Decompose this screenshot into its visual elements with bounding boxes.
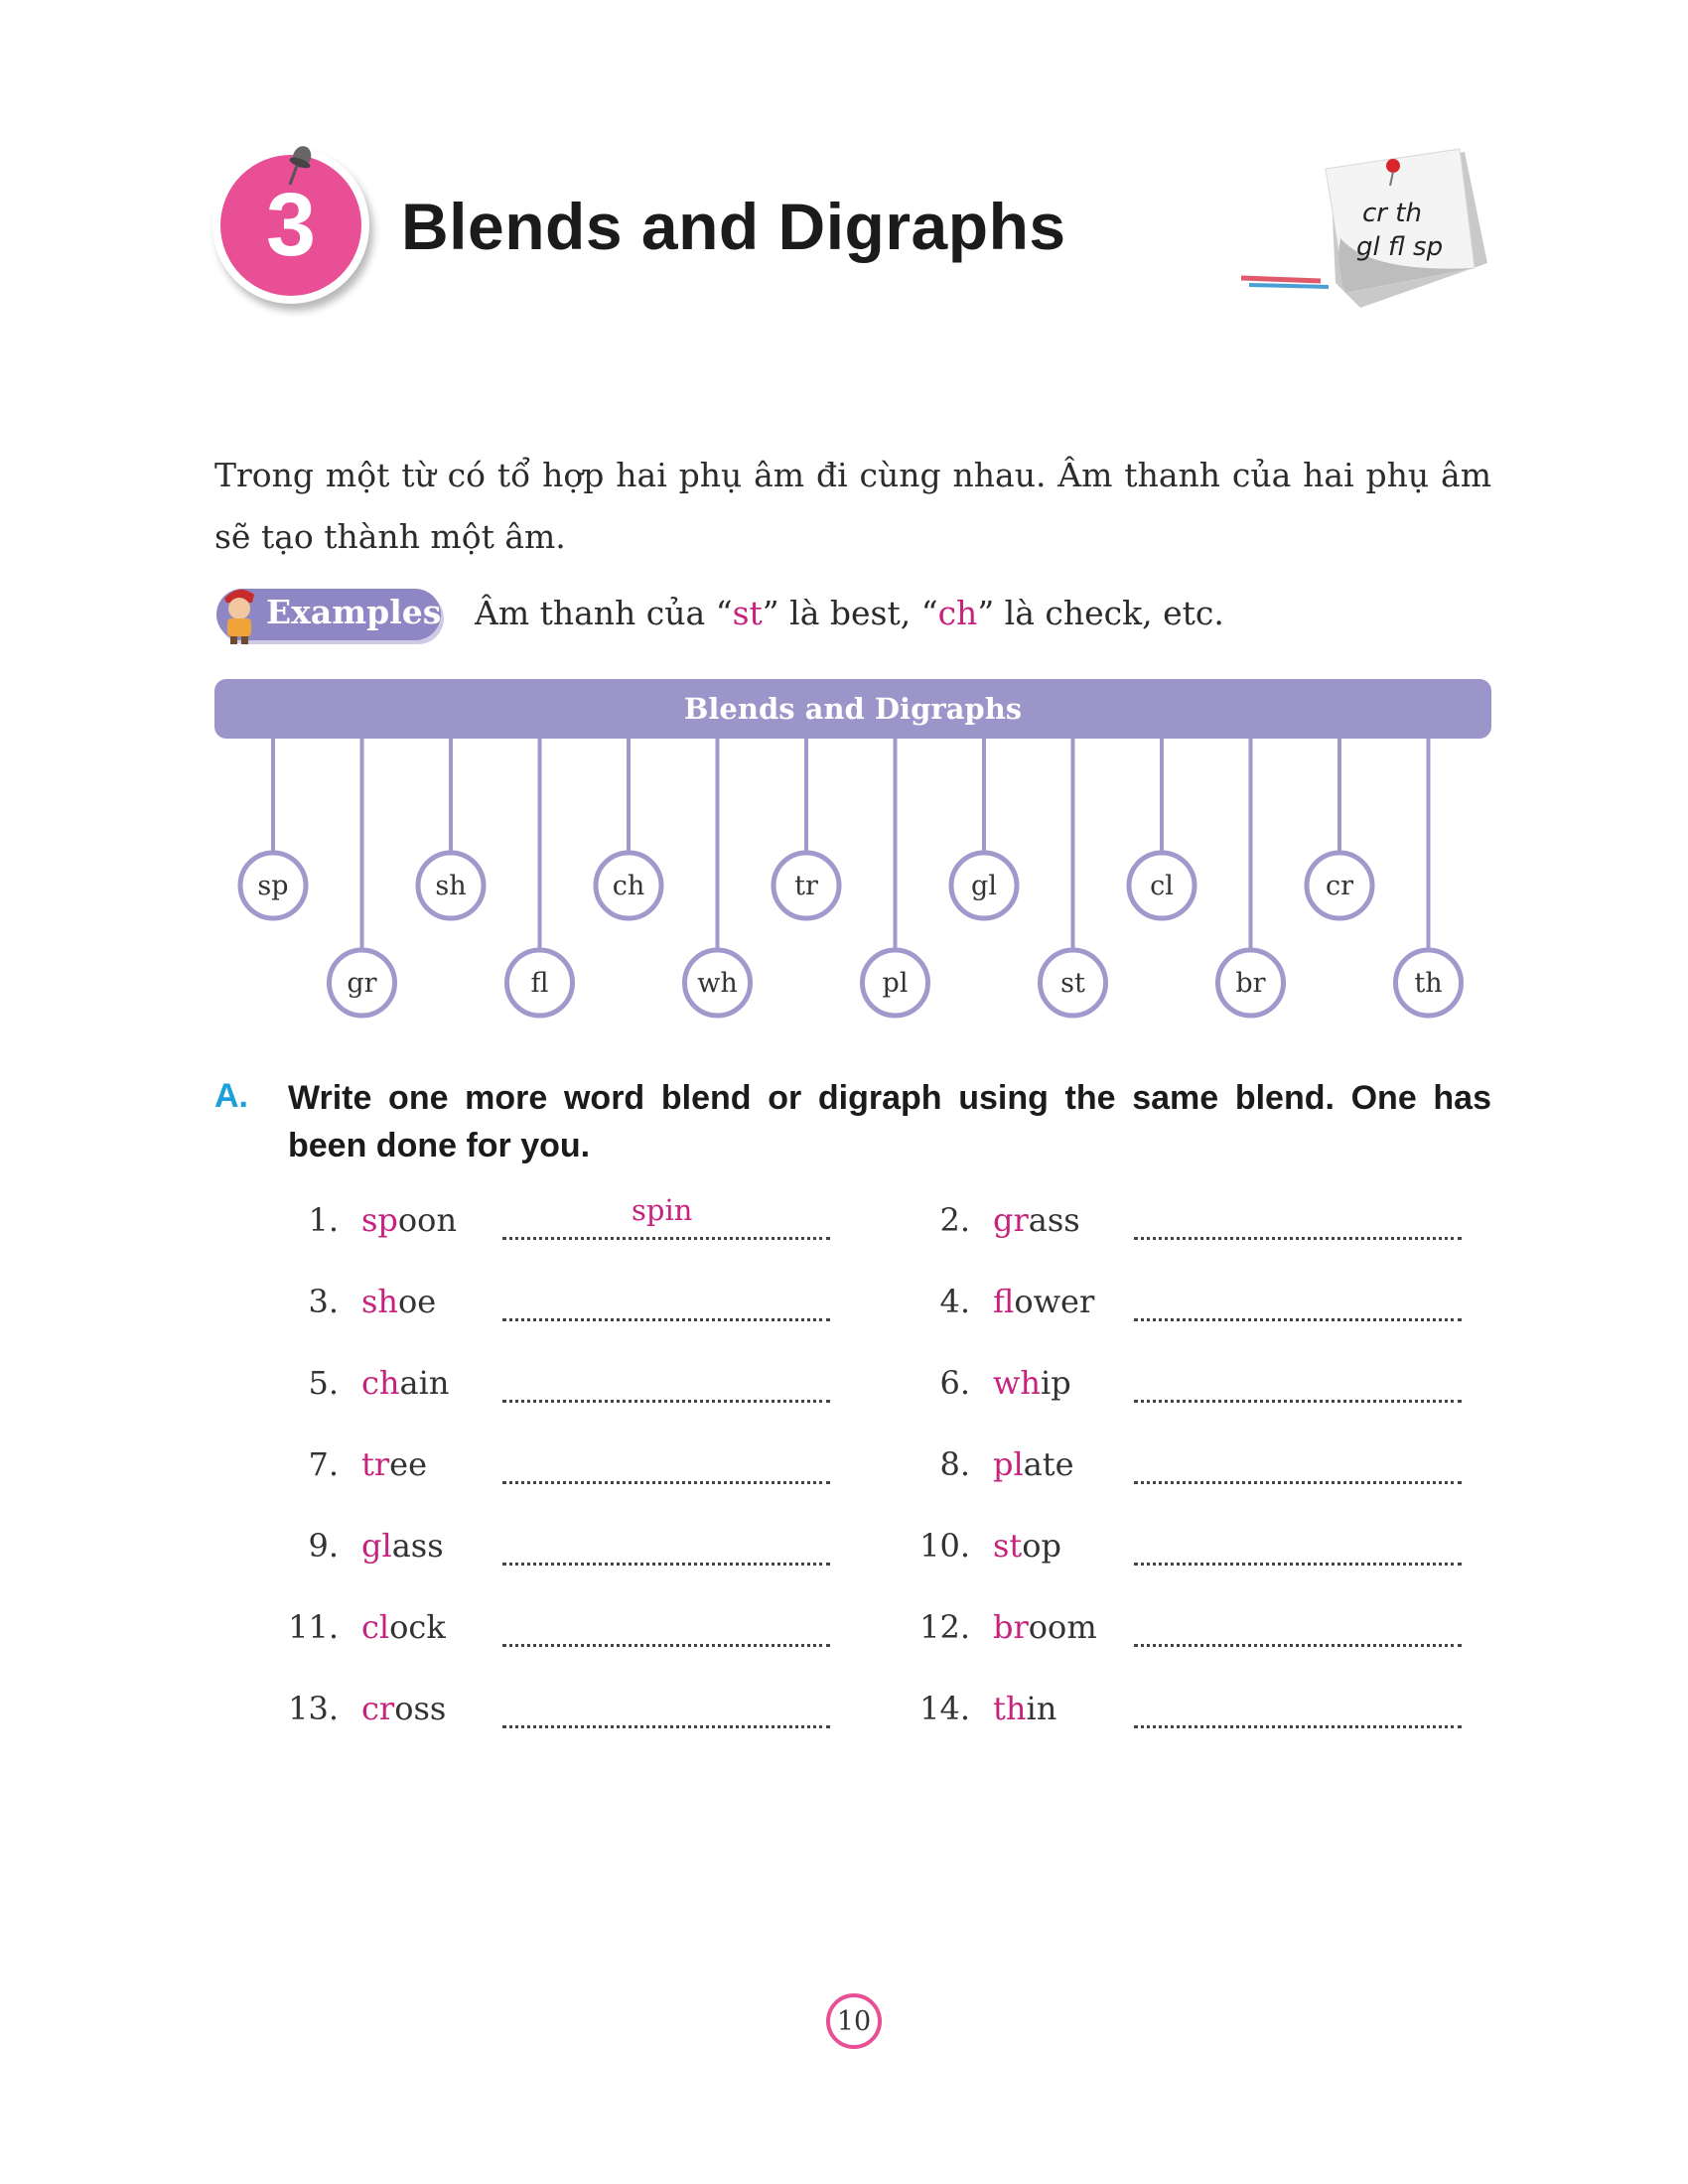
exercise-item-number: 13. [288, 1690, 339, 1727]
exercise-item-blend: wh [993, 1364, 1041, 1402]
exercise-item-word-rest: ock [389, 1608, 446, 1646]
exercise-item [846, 1201, 1481, 1251]
diagram-title-bar: Blends and Digraphs [214, 679, 1491, 739]
exercise-item [214, 1608, 850, 1658]
exercise-item-word-rest: ain [399, 1364, 450, 1402]
exercise-item [214, 1364, 850, 1414]
diagram-node-br: br [1235, 968, 1266, 999]
exercise-item-word [361, 1201, 457, 1239]
exercise-item-blend: tr [361, 1445, 390, 1483]
diagram-node-sp: sp [257, 871, 289, 901]
exercise-item-word-rest: oe [398, 1283, 437, 1320]
diagram-node-cr: cr [1325, 871, 1354, 901]
diagram-node-ch: ch [612, 871, 645, 901]
answer-blank[interactable] [502, 1400, 830, 1403]
exercise-item [846, 1364, 1481, 1414]
exercise-letter: A. [214, 1077, 248, 1115]
exercise-item-word [993, 1445, 1074, 1483]
exercise-item-blend: st [993, 1527, 1023, 1565]
exercise-item [214, 1527, 850, 1576]
note-line-1: cr th [1362, 199, 1422, 228]
exercise-item-word [993, 1608, 1097, 1646]
exercise-item [846, 1608, 1481, 1658]
answer-blank[interactable] [1134, 1725, 1462, 1728]
answer-blank[interactable] [1134, 1400, 1462, 1403]
exercise-item [846, 1283, 1481, 1332]
page-title: Blends and Digraphs [401, 190, 1066, 263]
exercise-item-word-rest: op [1022, 1527, 1062, 1565]
exercise-item-answer: spin [632, 1193, 693, 1227]
answer-blank[interactable] [502, 1563, 830, 1566]
blends-diagram [0, 0, 1688, 1052]
exercise-item [846, 1445, 1481, 1495]
exercise-item-number: 7. [308, 1445, 339, 1483]
exercise-item-blend: sp [361, 1201, 398, 1239]
exercise-item-word-rest: in [1026, 1690, 1057, 1727]
example-text-part: ” là check, etc. [977, 594, 1224, 632]
exercise-item [846, 1690, 1481, 1739]
answer-blank[interactable] [1134, 1481, 1462, 1484]
exercise-item-word [993, 1690, 1056, 1727]
diagram-node-tr: tr [794, 871, 818, 901]
example-text-part: ” là best, “ [762, 594, 938, 632]
example-blend-st: st [732, 594, 763, 632]
exercise-item-blend: fl [993, 1283, 1015, 1320]
exercise-item-number: 9. [308, 1527, 339, 1565]
exercise-item-word [993, 1283, 1094, 1320]
exercise-item-blend: cl [361, 1608, 390, 1646]
exercise-item-word-rest: ass [1028, 1201, 1080, 1239]
answer-blank[interactable] [502, 1237, 830, 1240]
answer-blank[interactable] [502, 1725, 830, 1728]
exercise-instruction: Write one more word blend or digraph using the same blend. One has been done for you. [288, 1079, 1491, 1164]
exercise-item-number: 8. [939, 1445, 970, 1483]
diagram-node-pl: pl [882, 968, 909, 999]
exercise-item-word [361, 1364, 449, 1402]
exercise-item-word-rest: ee [389, 1445, 428, 1483]
exercise-item [214, 1445, 850, 1495]
answer-blank[interactable] [502, 1644, 830, 1647]
exercise-item-number: 6. [939, 1364, 970, 1402]
exercise-item-number: 10. [919, 1527, 970, 1565]
answer-blank[interactable] [1134, 1237, 1462, 1240]
answer-blank[interactable] [502, 1318, 830, 1321]
exercise-item-word [993, 1527, 1061, 1565]
diagram-node-gr: gr [347, 968, 377, 999]
exercise-item-number: 4. [939, 1283, 970, 1320]
intro-paragraph: Trong một từ có tổ hợp hai phụ âm đi cùng nhau. Âm thanh của hai phụ âm sẽ tạo thành một âm. [214, 456, 1491, 556]
exercise-item-blend: ch [361, 1364, 400, 1402]
exercise-item-number: 5. [308, 1364, 339, 1402]
exercise-item-number: 11. [288, 1608, 339, 1646]
exercise-item-word-rest: ower [1014, 1283, 1095, 1320]
exercise-item [214, 1193, 850, 1251]
exercise-item-number: 14. [919, 1690, 970, 1727]
exercise-item [214, 1690, 850, 1739]
unit-number: 3 [220, 155, 361, 296]
example-text-part: Âm thanh của “ [475, 594, 733, 632]
examples-label: Examples [266, 593, 442, 631]
exercise-item-word-rest: oom [1028, 1608, 1097, 1646]
diagram-node-st: st [1060, 968, 1085, 999]
exercise-item-number: 3. [308, 1283, 339, 1320]
exercise-item-number: 12. [919, 1608, 970, 1646]
exercise-item-number: 2. [939, 1201, 970, 1239]
exercise-item-blend: br [993, 1608, 1029, 1646]
exercise-item-word-rest: oss [394, 1690, 447, 1727]
diagram-node-gl: gl [971, 871, 997, 901]
note-line-2: gl fl sp [1356, 232, 1444, 262]
exercise-item-word-rest: oon [397, 1201, 458, 1239]
exercise-item-word [993, 1364, 1071, 1402]
exercise-item-word [361, 1608, 446, 1646]
exercise-item-word-rest: ip [1041, 1364, 1071, 1402]
answer-blank[interactable] [502, 1481, 830, 1484]
diagram-node-fl: fl [530, 968, 549, 999]
page-number: 10 [826, 1993, 882, 2049]
exercise-item-blend: th [993, 1690, 1027, 1727]
exercise-item-blend: cr [361, 1690, 395, 1727]
exercise-item-blend: gr [993, 1201, 1029, 1239]
exercise-item-word [361, 1527, 444, 1565]
exercise-item-blend: pl [993, 1445, 1024, 1483]
answer-blank[interactable] [1134, 1563, 1462, 1566]
exercise-item [846, 1527, 1481, 1576]
diagram-node-sh: sh [435, 871, 467, 901]
exercise-item-blend: gl [361, 1527, 392, 1565]
exercise-item [214, 1283, 850, 1332]
exercise-item-word [993, 1201, 1080, 1239]
exercise-item-blend: sh [361, 1283, 399, 1320]
answer-blank[interactable] [1134, 1644, 1462, 1647]
exercise-item-word-rest: ass [391, 1527, 444, 1565]
diagram-node-wh: wh [697, 968, 738, 999]
answer-blank[interactable] [1134, 1318, 1462, 1321]
diagram-node-th: th [1414, 968, 1443, 999]
exercise-item-number: 1. [308, 1201, 339, 1239]
exercise-item-word [361, 1283, 436, 1320]
exercise-item-word [361, 1690, 446, 1727]
example-blend-ch: ch [937, 594, 978, 632]
diagram-node-cl: cl [1150, 871, 1174, 901]
exercise-item-word-rest: ate [1023, 1445, 1074, 1483]
exercise-item-word [361, 1445, 427, 1483]
